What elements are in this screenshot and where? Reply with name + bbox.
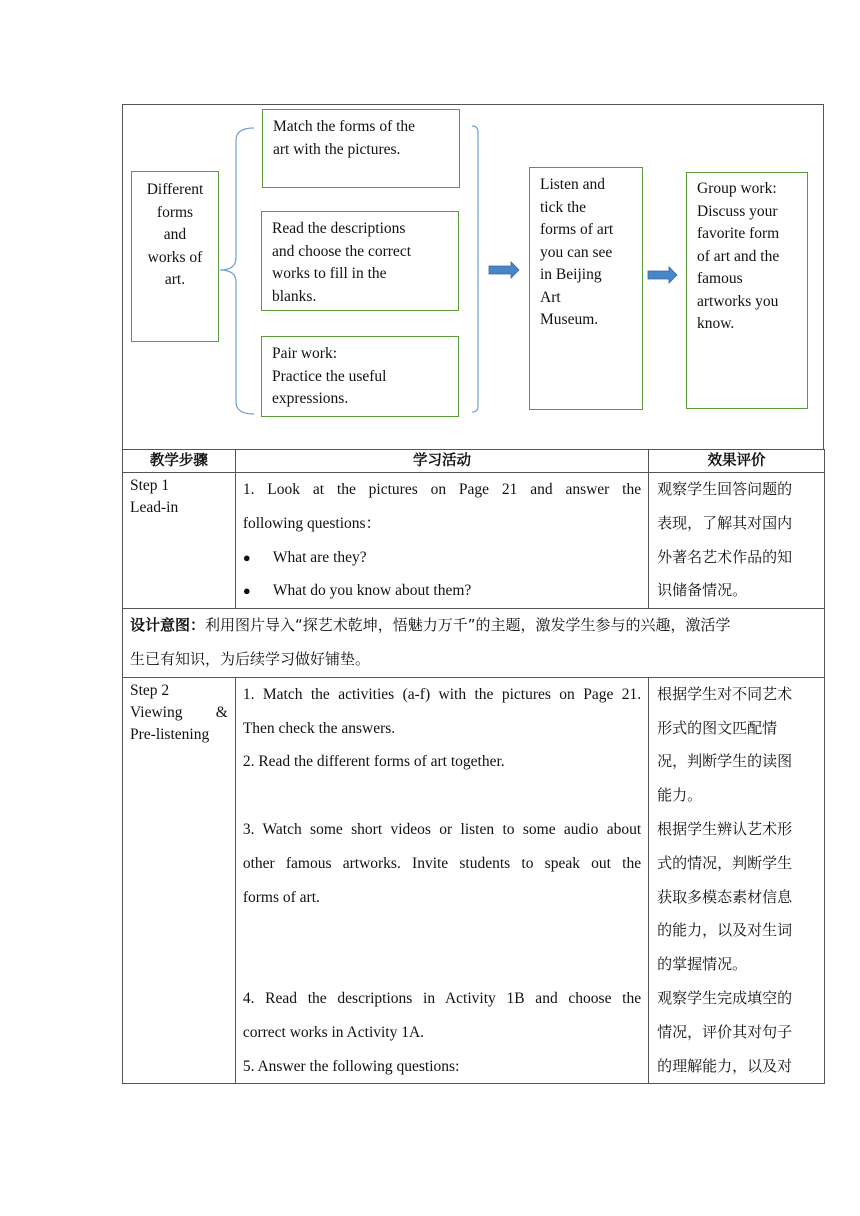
box-line: Art [540,288,561,306]
eval-line: 的理解能力，以及对 [657,1056,793,1075]
arrow-right-icon [648,267,677,283]
eval-line: 识储备情况。 [657,581,748,600]
bullet-icon: ● [242,549,251,565]
step-title: Pre-listening [130,725,210,743]
header-steps: 教学步骤 [123,450,236,473]
step-cell [123,473,236,609]
activity-line: 1. Match the activities (a-f) with the pictures on Page 21. [242,685,642,703]
eval-line: 能力。 [657,786,703,805]
eval-line: 表现，了解其对国内 [657,513,793,532]
activity-line: 4. Read the descriptions in Activity 1B and choose the [242,989,642,1007]
activity-line: 2. Read the different forms of art together. [242,753,505,771]
box-line: know. [697,315,735,332]
table-row [123,677,825,1084]
intent-line: 生已有知识，为后续学习做好铺垫。 [130,649,371,668]
topic-line: and [163,226,187,243]
box-line: Pair work: [272,345,338,362]
eval-line: 的掌握情况。 [657,955,748,974]
bullet-icon: ● [242,583,251,599]
box-line: Read the descriptions [272,220,406,237]
activity-cell [235,677,648,1084]
eval-line: 观察学生完成填空的 [657,988,793,1007]
activity-line: other famous artworks. Invite students to speak out the [242,854,642,872]
box-line: expressions. [272,390,349,407]
header-activities: 学习活动 [235,450,648,473]
box-line: Listen and [540,176,605,193]
box-line: tick the [540,198,587,216]
box-line: famous [697,270,743,287]
activity-line: 5. Answer the following questions: [242,1057,460,1075]
teaching-plan-table [122,449,825,1084]
step-cell [123,677,236,1084]
step-title: Viewing [130,703,183,721]
box-line: art with the pictures. [273,140,401,158]
step-number: Step 2 [130,681,170,699]
intent-line [130,609,817,643]
step-number: Step 1 [130,477,170,494]
topic-line: works of [147,248,203,266]
box-line: forms of art [540,221,614,238]
right-bracket-icon [472,126,478,412]
activity-line: 1. Look at the pictures on Page 21 and answer the [242,481,642,498]
table-header-row [123,450,825,473]
topic-line: Different [146,181,204,198]
eval-line: 形式的图文匹配情 [657,718,778,737]
eval-line: 获取多模态素材信息 [657,887,793,906]
evaluation-cell [649,473,825,609]
intent-text: 利用图片导入“探艺术乾坤，悟魅力万千”的主题，激发学生参与的兴趣，激活学 [205,616,731,635]
eval-line: 式的情况，判断学生 [657,853,793,872]
intent-label: 设计意图： [130,616,206,635]
activity-line: following questions： [242,514,382,532]
box-line: Museum. [540,311,599,328]
box-line: blanks. [272,287,317,305]
design-intent-cell [123,609,825,678]
box-line: Discuss your [697,202,778,220]
eval-line: 根据学生辨认艺术形 [657,819,793,838]
design-intent-row [123,609,825,678]
activity-cell [235,473,648,609]
arrow-right-icon [489,262,519,278]
diagram-connectors [0,0,860,450]
eval-line: 的能力，以及对生词 [657,921,793,940]
activity-line: Then check the answers. [242,719,396,737]
bullet-item [243,574,641,608]
box-line: you can see [540,243,613,261]
table-row [123,473,825,609]
left-brace-icon [220,128,254,414]
step-title-line [130,702,228,724]
box-line: and choose the correct [272,242,412,260]
evaluation-cell [649,677,825,1084]
box-line: artworks you [697,292,779,310]
activity-line: correct works in Activity 1A. [242,1023,425,1041]
step-title: Lead-in [130,499,179,516]
eval-line: 根据学生对不同艺术 [657,684,793,703]
box-line: Group work: [697,180,777,197]
box-line: works to fill in the [272,265,387,282]
box-line: favorite form [697,225,780,242]
eval-line: 情况，评价其对句子 [657,1022,793,1041]
bullet-item [243,541,641,575]
topic-line: forms [156,203,194,221]
activity-line: 3. Watch some short videos or listen to some audio about [242,820,642,838]
step-title-amp: & [215,703,228,721]
box-line: Match the forms of the [273,118,416,135]
topic-line: art. [164,271,186,288]
eval-line: 外著名艺术作品的知 [657,547,793,566]
activity-line: forms of art. [242,888,320,906]
box-line: in Beijing [540,266,602,283]
bullet-text: What do you know about them? [272,582,472,600]
box-line: Practice the useful [272,367,387,385]
bullet-text: What are they? [272,548,367,566]
box-line: of art and the [697,247,780,265]
header-evaluation: 效果评价 [649,450,825,473]
eval-line: 观察学生回答问题的 [657,480,793,498]
eval-line: 况，判断学生的读图 [657,752,793,771]
